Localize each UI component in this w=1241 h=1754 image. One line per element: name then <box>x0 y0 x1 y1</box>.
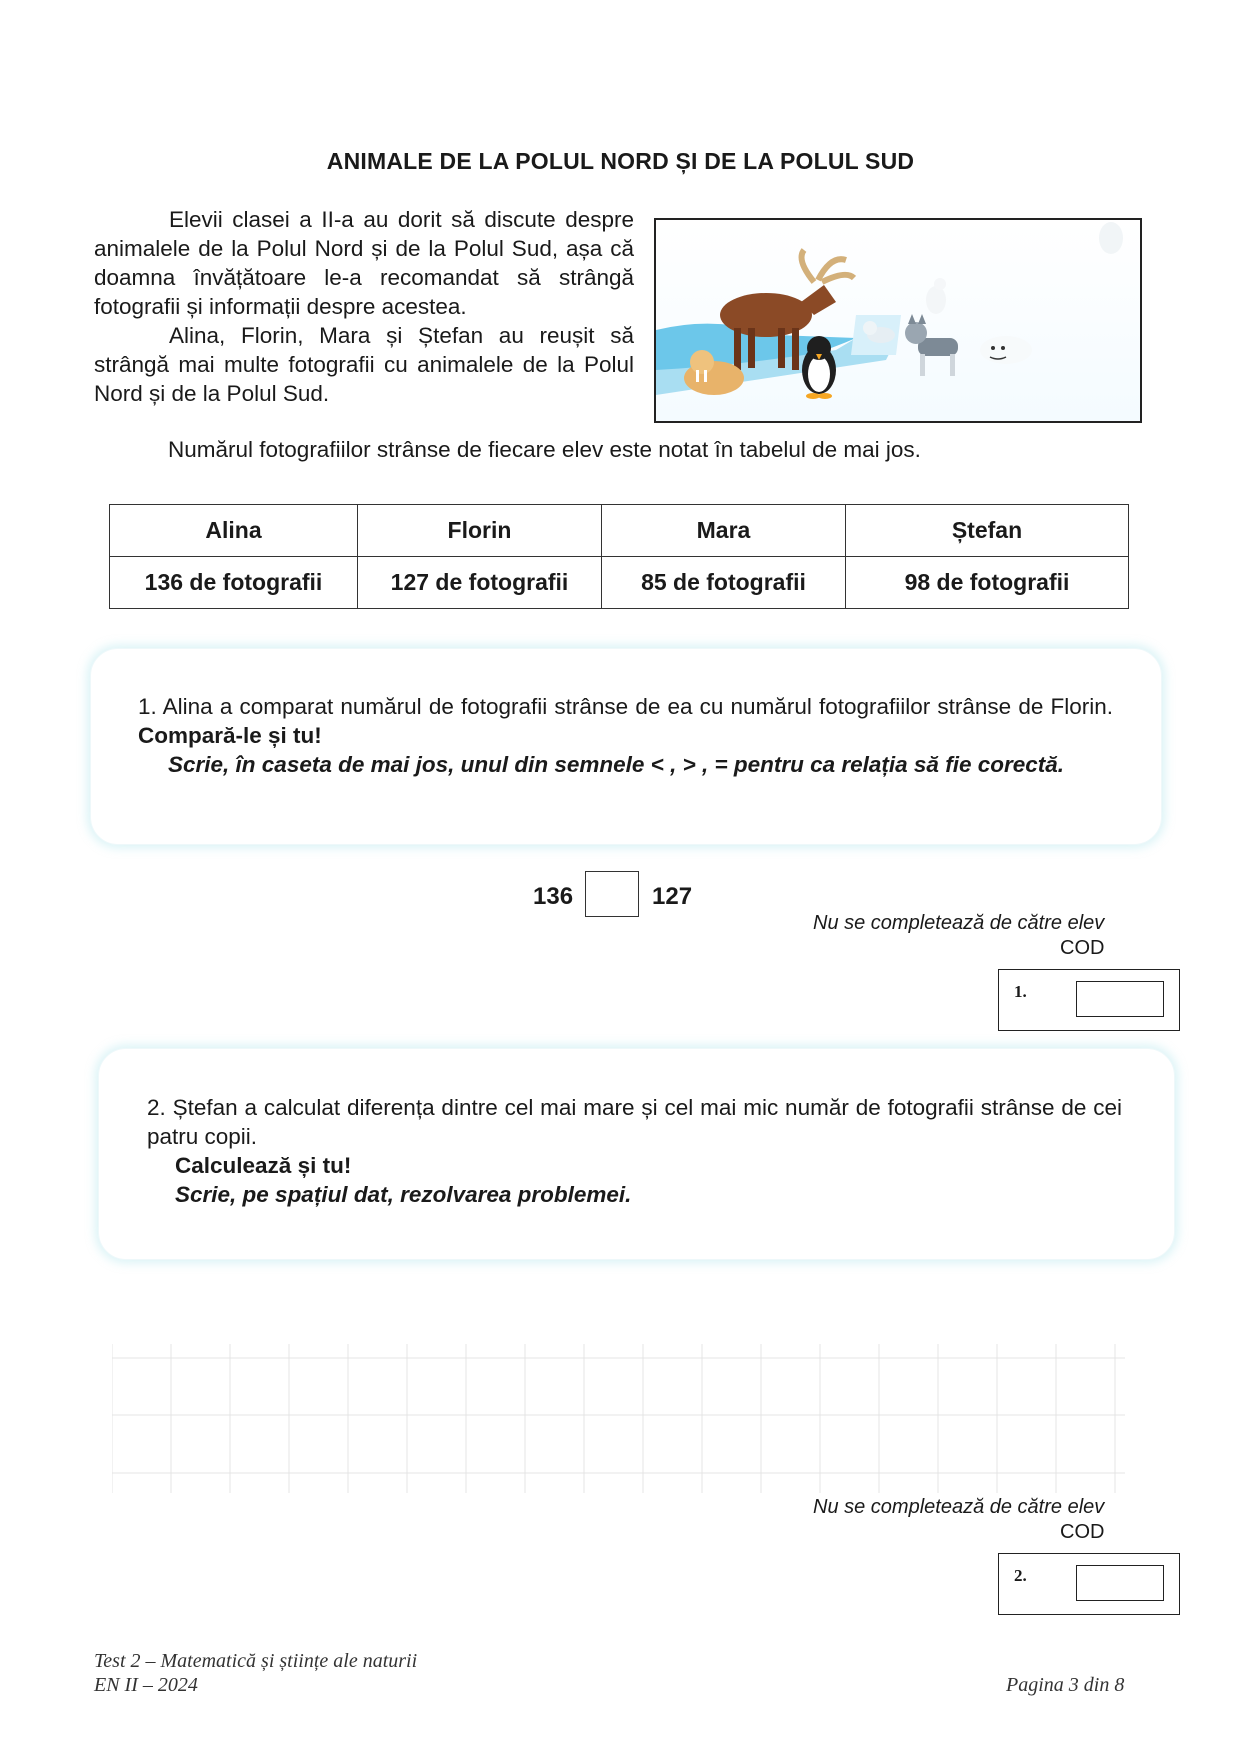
code-note-2: Nu se completează de către elev <box>813 1496 1105 1518</box>
table-header-cell: Alina <box>110 505 358 557</box>
question-2-text <box>147 1093 1122 1209</box>
compare-left-number: 136 <box>533 883 574 910</box>
table-row <box>110 557 1129 609</box>
illustration-svg <box>656 220 1140 421</box>
code-label-2: COD <box>1060 1521 1105 1543</box>
table-cell: 136 de fotografii <box>110 557 358 609</box>
polar-animals-illustration <box>654 218 1142 423</box>
table-cell: 98 de fotografii <box>846 557 1129 609</box>
table-header-cell: Ștefan <box>846 505 1129 557</box>
question-1-text <box>138 692 1113 779</box>
code-input-2[interactable] <box>1076 1565 1164 1601</box>
table-cell: 127 de fotografii <box>358 557 602 609</box>
table-header-cell: Mara <box>602 505 846 557</box>
code-box-2 <box>998 1553 1180 1615</box>
question-1-statement: 1. Alina a comparat numărul de fotografii strânse de ea cu numărul fotografiilor strânse de Florin. <box>138 694 1113 719</box>
intro-paragraph-2: Alina, Florin, Mara și Ștefan au reușit să strângă mai multe fotografii cu animalele de la Polul Nord și de la Polul Sud. <box>94 323 634 406</box>
question-1-task: Compară-le și tu! <box>138 723 322 748</box>
page-title: ANIMALE DE LA POLUL NORD ȘI DE LA POLUL SUD <box>326 148 915 174</box>
code-label-1: COD <box>1060 937 1105 959</box>
footer-test-title: Test 2 – Matematică și științe ale naturii <box>94 1650 418 1672</box>
table-header-cell: Florin <box>358 505 602 557</box>
footer-page-number: Pagina 3 din 8 <box>1006 1674 1125 1696</box>
intro-text <box>94 205 634 408</box>
intro-paragraph-3: Numărul fotografiilor strânse de fiecare elev este notat în tabelul de mai jos. <box>168 437 921 462</box>
code-item-number: 1. <box>1014 982 1027 1001</box>
polar-bear-icon <box>980 336 1032 364</box>
question-2-task: Calculează și tu! <box>175 1153 352 1178</box>
owl-icon <box>1099 222 1123 254</box>
compare-answer-box[interactable] <box>585 871 639 917</box>
grid-svg <box>112 1343 1125 1493</box>
photos-table <box>109 504 1129 609</box>
question-2-instruction: Scrie, pe spațiul dat, rezolvarea problemei. <box>175 1182 632 1207</box>
work-grid[interactable] <box>112 1343 1125 1493</box>
code-box-1 <box>998 969 1180 1031</box>
compare-right-number: 127 <box>652 883 693 910</box>
code-note-1: Nu se completează de către elev <box>813 912 1105 934</box>
question-1-instruction: Scrie, în caseta de mai jos, unul din semnele < , > , = pentru ca relația să fie corectă. <box>168 752 1065 777</box>
code-item-number: 2. <box>1014 1566 1027 1585</box>
table-cell: 85 de fotografii <box>602 557 846 609</box>
intro-paragraph-1: Elevii clasei a II-a au dorit să discute despre animalele de la Polul Nord și de la Polul Sud, așa că doamna învățătoare le-a recomandat să strângă fotografii și informații despre acestea. <box>94 207 634 319</box>
question-2-statement: 2. Ștefan a calculat diferența dintre cel mai mare și cel mai mic număr de fotografii strânse de cei patru copii. <box>147 1095 1122 1149</box>
code-input-1[interactable] <box>1076 981 1164 1017</box>
table-header-row <box>110 505 1129 557</box>
footer-exam: EN II – 2024 <box>94 1674 198 1696</box>
